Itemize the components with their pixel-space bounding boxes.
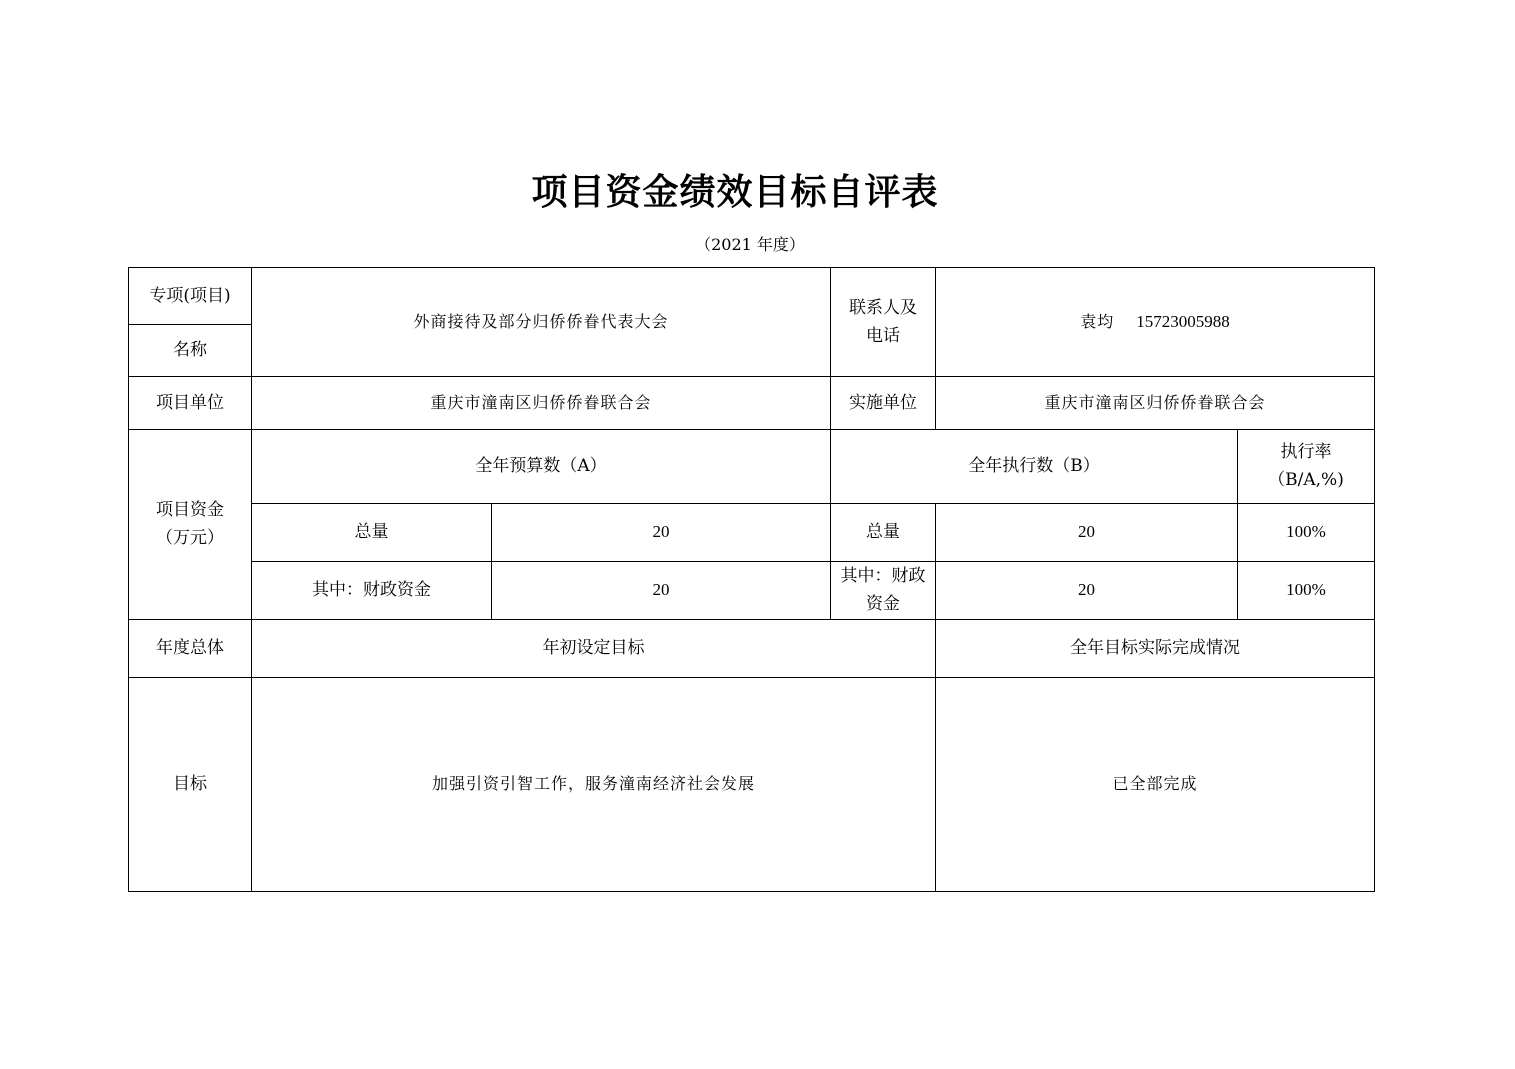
- contact-phone: 15723005988: [1136, 311, 1230, 331]
- goal-text: 加强引资引智工作，服务潼南经济社会发展: [431, 774, 755, 793]
- total-value-b: 20: [1078, 522, 1095, 541]
- annual-label: 年度总体: [156, 638, 224, 658]
- rate-header: [1237, 429, 1375, 503]
- completion-text: 已全部完成: [1112, 774, 1198, 793]
- fiscal-label-b: [830, 561, 936, 619]
- document-year: （2021 年度）: [695, 235, 805, 254]
- rate-header-line-2: （B/A,%): [1268, 470, 1344, 490]
- total-value-a: 20: [652, 522, 670, 541]
- contact-label-line-2: 电话: [866, 325, 900, 346]
- contact-label-line-1: 联系人及: [849, 297, 917, 318]
- actual-completion-header: 全年目标实际完成情况: [1070, 638, 1240, 658]
- project-name-label-1: 专项(项目): [149, 285, 231, 306]
- total-label-b: 总量: [866, 522, 900, 542]
- total-rate: 100%: [1286, 522, 1326, 541]
- funds-label-line-1: 项目资金: [156, 500, 224, 520]
- exec-header: 全年执行数（B）: [968, 456, 1100, 476]
- budget-header: 全年预算数（A）: [475, 456, 607, 476]
- project-name-label-2: 名称: [173, 340, 207, 360]
- initial-goal-header: 年初设定目标: [542, 638, 645, 658]
- table-border-bottom: [128, 891, 1375, 892]
- rate-header-line-1: 执行率: [1280, 442, 1332, 462]
- fiscal-value-a: 20: [652, 580, 670, 599]
- fiscal-label-a: 其中：财政资金: [312, 580, 431, 600]
- fiscal-label-b-line-2: 资金: [866, 594, 900, 614]
- goal-label: 目标: [173, 774, 207, 794]
- contact-value: [935, 267, 1375, 376]
- total-label-a: 总量: [354, 522, 389, 542]
- project-name-value: 外商接待及部分归侨侨眷代表大会: [413, 311, 669, 331]
- contact-name: 袁均: [1080, 311, 1115, 331]
- project-unit-label: 项目单位: [156, 392, 224, 413]
- project-unit-value: 重庆市潼南区归侨侨眷联合会: [430, 392, 652, 412]
- document-title: 项目资金绩效目标自评表: [531, 171, 939, 213]
- impl-unit-label: 实施单位: [849, 392, 917, 413]
- funds-label: [128, 429, 252, 619]
- funds-label-line-2: （万元）: [156, 528, 224, 548]
- contact-label: [830, 267, 936, 376]
- fiscal-label-b-line-1: 其中：财政: [840, 566, 926, 586]
- impl-unit-value: 重庆市潼南区归侨侨眷联合会: [1044, 392, 1266, 412]
- fiscal-rate: 100%: [1286, 580, 1326, 599]
- fiscal-value-b: 20: [1078, 580, 1095, 599]
